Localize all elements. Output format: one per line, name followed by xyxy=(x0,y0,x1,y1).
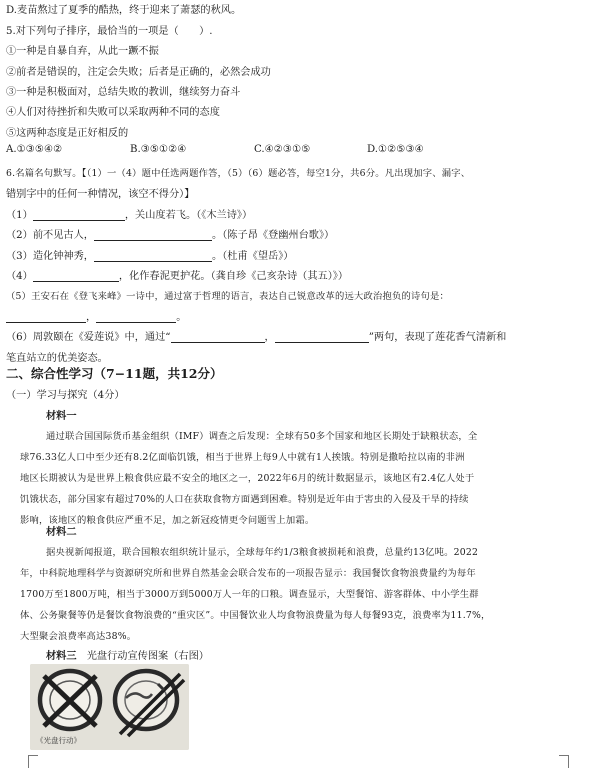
q6-item-1 xyxy=(6,206,252,221)
q5-item-2: ②前者是错误的，注定会失败；后者是正确的，必然会成功 xyxy=(6,67,271,78)
material-1-line: 球76.33亿人口中至少还有8.2亿面临饥饿，相当于世界上每9人中就有1人挨饿。特别是撒哈拉以南的非洲 xyxy=(20,452,465,463)
answer-blank[interactable] xyxy=(94,229,212,241)
q6-item-1-label: （1） xyxy=(6,210,33,221)
q6-item-3 xyxy=(6,247,293,262)
material-2-line: 大型聚会浪费率高达38%。 xyxy=(20,631,137,642)
crop-mark xyxy=(28,755,38,756)
crop-mark xyxy=(28,755,29,768)
answer-blank[interactable] xyxy=(275,331,369,343)
clean-plate-poster-image xyxy=(30,664,189,750)
material-1-line: 饥饿状态，部分国家有超过70%的人口在获取食物方面遇到困难。特别是近年由于害虫的入侵及干旱的持续 xyxy=(20,494,469,505)
q5-stem: 5.对下列句子排序，最恰当的一项是（ ）. xyxy=(6,26,213,37)
material-2-line: 年，中科院地理科学与资源研究所和世界自然基金会联合发布的一项报告显示：我国餐饮食物浪费量约为每年 xyxy=(20,568,476,579)
answer-blank[interactable] xyxy=(96,311,176,323)
q6-item-1-text: ，关山度若飞。（《木兰诗》） xyxy=(124,210,253,221)
q6-item-6-text: （6）周敦颐在《爱莲说》中，通过“ xyxy=(6,332,171,343)
answer-blank[interactable] xyxy=(33,270,119,282)
q6-item-2-text: （2）前不见古人， xyxy=(6,230,94,241)
q5-option-d: D.①②⑤③④ xyxy=(367,144,424,155)
q5-item-5: ⑤这两种态度是正好相反的 xyxy=(6,128,129,139)
q6-item-4 xyxy=(6,267,348,282)
q6-item-5-answers xyxy=(6,308,186,323)
q6-stem-cont: 错别字中的任何一种情况，该空不得分）】 xyxy=(6,189,195,200)
q6-item-5-comma: ， xyxy=(86,312,97,323)
q6-item-4-label: （4） xyxy=(6,271,33,282)
q6-item-2 xyxy=(6,226,334,241)
q6-item-6-comma: ， xyxy=(264,332,275,343)
q5-option-b: B.③⑤①②④ xyxy=(130,144,187,155)
section-2-title: 二、综合性学习（7−11题，共12分） xyxy=(6,366,223,381)
poster-caption: 《光盘行动》 xyxy=(36,736,81,745)
material-3-label: 材料三 xyxy=(46,650,77,662)
material-1-line: 影响，该地区的粮食供应严重不足，加之新冠疫情更令问题雪上加霜。 xyxy=(20,515,315,526)
q5-option-a: A.①③⑤④② xyxy=(6,144,63,155)
material-2-line: 据央视新闻报道，联合国粮农组织统计显示，全球每年约1/3粮食被损耗和浪费，总量约13亿吨。2022 xyxy=(46,547,479,558)
q6-item-3-source: 。（杜甫《望岳》） xyxy=(211,251,294,262)
material-2-line: 体、公务聚餐等仍是餐饮食物浪费的“重灾区”。中国餐饮业人均食物浪费量为每人每餐93克，浪费率为11.7%， xyxy=(20,610,491,621)
q6-item-3-text: （3）造化钟神秀， xyxy=(6,251,94,262)
q6-item-2-source: 。（陈子昂《登幽州台歌》） xyxy=(211,230,335,241)
q6-item-6 xyxy=(6,328,506,343)
q6-item-4-text: ，化作春泥更护花。（龚自珍《己亥杂诗（其五）》） xyxy=(118,271,349,282)
crop-mark xyxy=(568,755,569,768)
material-3-heading xyxy=(46,647,209,662)
material-2-line: 1700万至1800万吨，相当于3000万到5000万人一年的口粮。调查显示，大型餐馆、游客群体、中小学生群 xyxy=(20,589,479,600)
answer-blank[interactable] xyxy=(33,209,125,221)
material-2-label: 材料二 xyxy=(46,526,77,538)
material-3-caption: 光盘行动宣传图案（右图） xyxy=(86,651,209,662)
prev-question-option-d: D.麦苗熬过了夏季的酷热，终于迎来了萧瑟的秋风。 xyxy=(6,5,242,16)
crop-mark xyxy=(559,755,569,756)
answer-blank[interactable] xyxy=(6,311,86,323)
answer-blank[interactable] xyxy=(94,250,212,262)
q6-item-6-cont: 笔直站立的优美姿态。 xyxy=(6,353,108,364)
q6-stem: 6.名篇名句默写。【（1）一（4）题中任选两题作答，（5）（6）题必答，每空1分，共6分。凡出现加字、漏字、 xyxy=(6,168,471,179)
section-2-subtitle: （一）学习与探究（4分） xyxy=(6,390,125,401)
material-1-line: 通过联合国国际货币基金组织（IMF）调查之后发现：全球有50多个国家和地区长期处于缺粮状态，全 xyxy=(46,431,478,442)
q5-item-1: ①一种是自暴自弃，从此一蹶不振 xyxy=(6,46,159,57)
q5-option-c: C.④②③①⑤ xyxy=(254,144,311,155)
material-1-line: 地区长期被认为是世界上粮食供应最不安全的地区之一，2022年6月的统计数据显示，该地区有2.4亿人处于 xyxy=(20,473,475,484)
q5-item-3: ③一种是积极面对，总结失败的教训，继续努力奋斗 xyxy=(6,87,241,98)
answer-blank[interactable] xyxy=(171,331,265,343)
q6-item-5: （5）王安石在《登飞来峰》一诗中，通过富于哲理的语言，表达自己锐意改革的远大政治抱负的诗句是： xyxy=(6,291,449,302)
q6-item-6-text-end: ”两句，表现了莲花香气清新和 xyxy=(368,332,507,343)
material-1-label: 材料一 xyxy=(46,410,77,422)
q6-item-5-period: 。 xyxy=(176,312,187,323)
q5-item-4: ④人们对待挫折和失败可以采取两种不同的态度 xyxy=(6,107,220,118)
